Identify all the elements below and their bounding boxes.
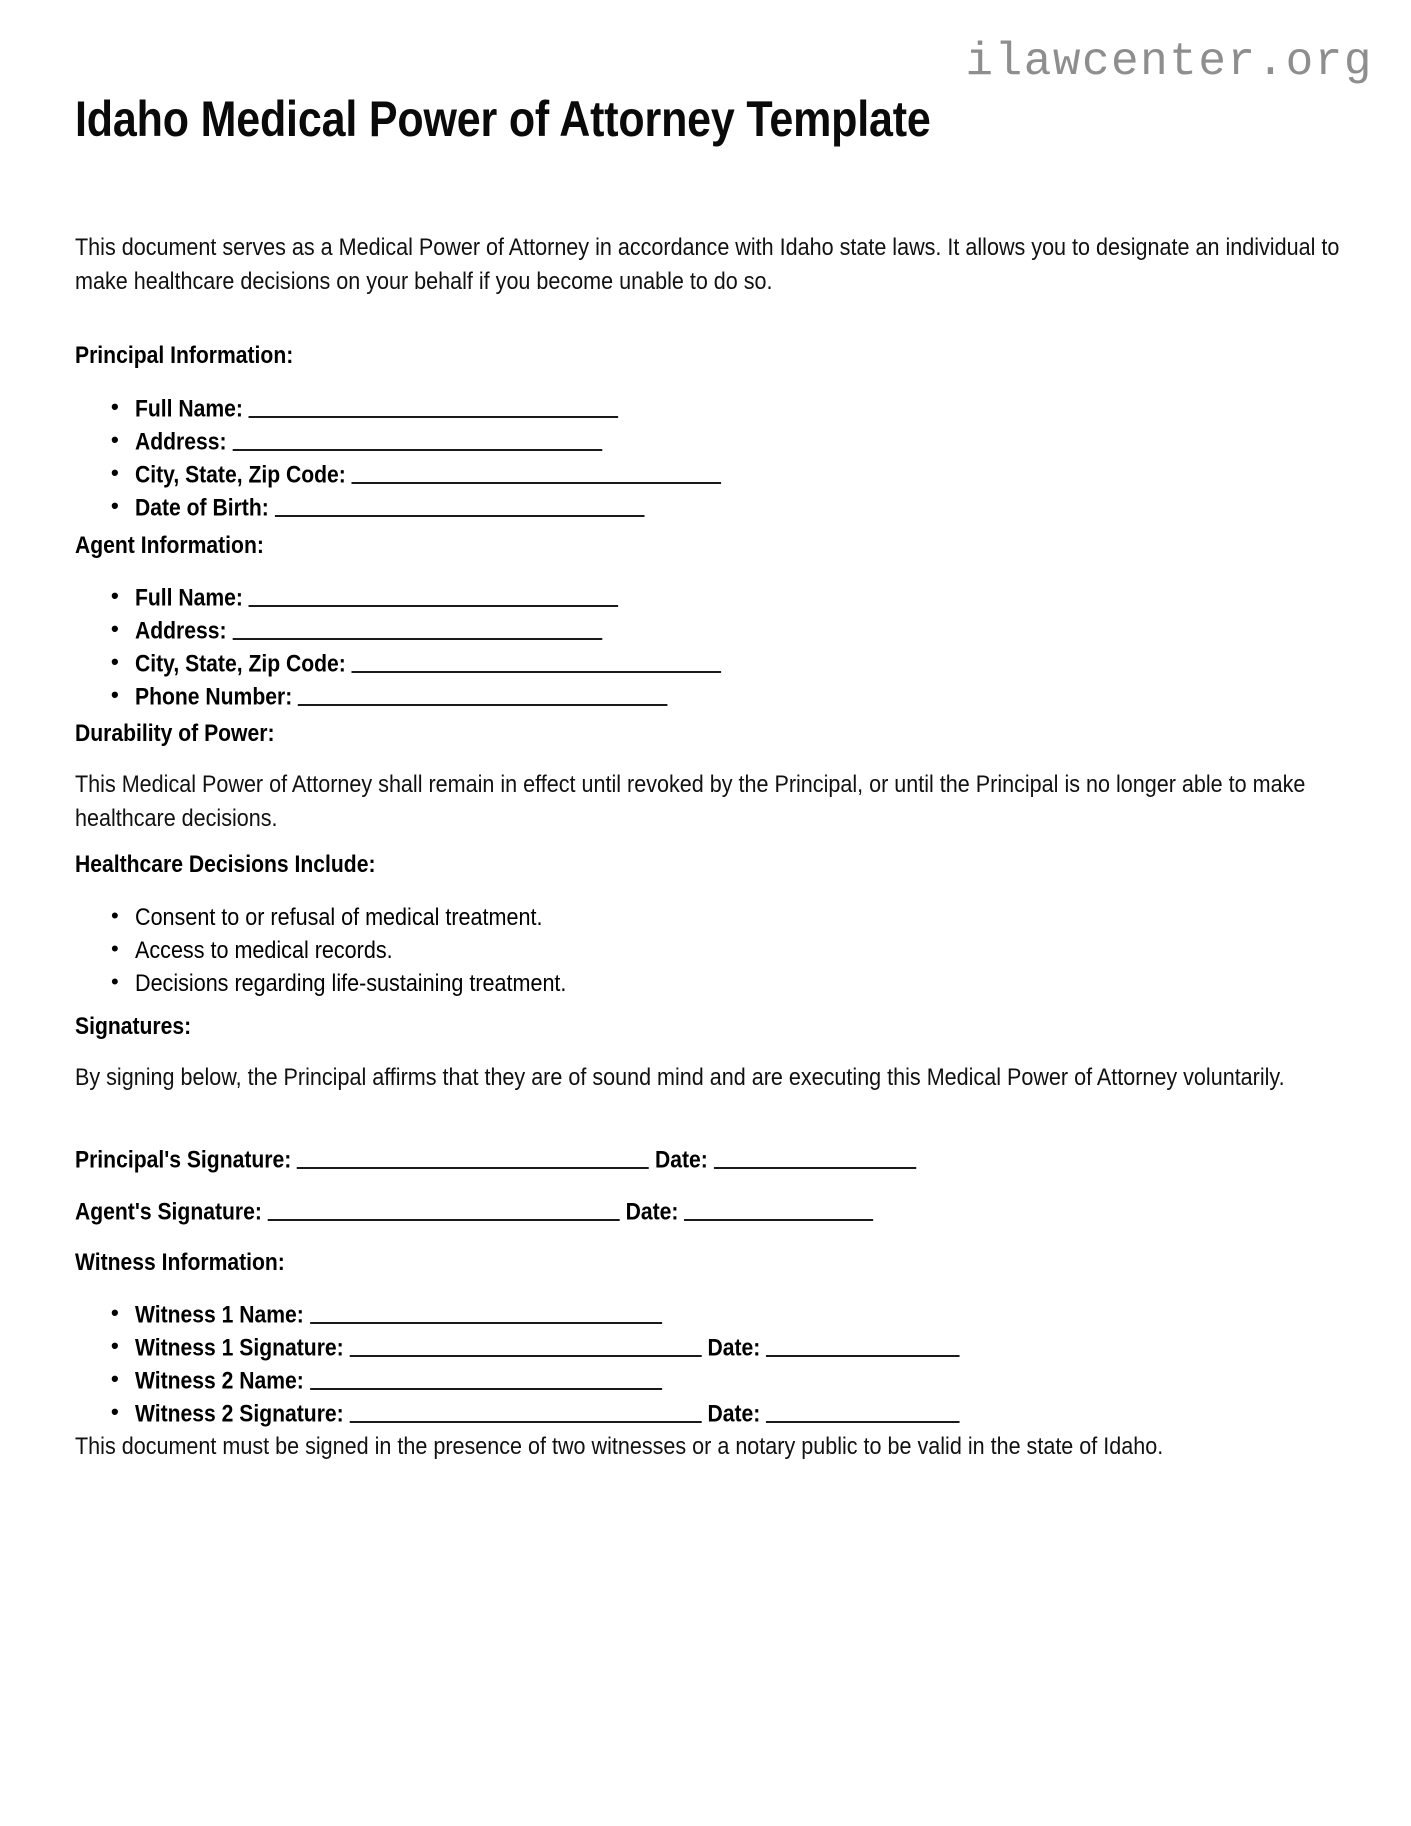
witness-field-label: Witness 2 Signature: xyxy=(135,1400,344,1428)
principal-date-blank[interactable] xyxy=(714,1143,916,1169)
blank-line[interactable] xyxy=(232,425,602,451)
blank-line[interactable] xyxy=(249,392,619,418)
field-label: Phone Number: xyxy=(135,683,293,711)
witness-information-list xyxy=(75,1298,1325,1430)
intro-text: This document serves as a Medical Power of Attorney in accordance with Idaho state laws. It allows you to designate an individual to make healthcare decisions on your behalf if you become unable to do so. xyxy=(75,234,1340,295)
field-row xyxy=(135,581,1325,614)
blank-line[interactable] xyxy=(352,458,722,484)
agent-date-label: Date: xyxy=(625,1198,679,1226)
heading-signatures: Signatures: xyxy=(75,1013,192,1040)
heading-durability-of-power: Durability of Power: xyxy=(75,720,275,747)
principal-information-list xyxy=(75,392,1325,524)
agent-information-list xyxy=(75,581,1325,713)
heading-witness-information: Witness Information: xyxy=(75,1249,285,1276)
blank-line[interactable] xyxy=(350,1397,702,1423)
blank-line[interactable] xyxy=(275,491,645,517)
list-item xyxy=(75,491,1325,524)
witness-date-blank[interactable] xyxy=(766,1397,960,1423)
list-item xyxy=(75,1397,1325,1430)
principal-signature-label: Principal's Signature: xyxy=(75,1146,292,1174)
field-row xyxy=(135,680,1325,713)
field-label: City, State, Zip Code: xyxy=(135,650,346,678)
healthcare-decisions-list xyxy=(75,901,1325,1000)
agent-date-blank[interactable] xyxy=(684,1195,873,1221)
witness-date-label: Date: xyxy=(707,1400,761,1428)
heading-agent-information: Agent Information: xyxy=(75,532,264,559)
field-row xyxy=(135,647,1325,680)
field-row xyxy=(135,614,1325,647)
list-item xyxy=(75,425,1325,458)
witness-date-blank[interactable] xyxy=(766,1331,960,1357)
list-item xyxy=(75,647,1325,680)
field-row xyxy=(135,458,1325,491)
list-item xyxy=(75,1364,1325,1397)
heading-healthcare-decisions: Healthcare Decisions Include: xyxy=(75,851,376,878)
intro-paragraph xyxy=(75,231,1365,299)
list-item xyxy=(75,1331,1325,1364)
field-row xyxy=(135,392,1325,425)
closing-paragraph: This document must be signed in the presence of two witnesses or a notary public to be valid in the state of Idaho. xyxy=(75,1433,1164,1460)
blank-line[interactable] xyxy=(352,647,722,673)
list-item: • Access to medical records. xyxy=(75,934,1325,967)
witness-field-label: Witness 1 Signature: xyxy=(135,1334,344,1362)
blank-line[interactable] xyxy=(310,1364,662,1390)
agent-signature-row xyxy=(75,1195,1325,1228)
page-title: Idaho Medical Power of Attorney Template xyxy=(75,91,931,147)
witness-field-label: Witness 2 Name: xyxy=(135,1367,304,1395)
site-watermark: ilawcenter.org xyxy=(965,36,1373,88)
agent-signature-label: Agent's Signature: xyxy=(75,1198,262,1226)
list-item xyxy=(75,458,1325,491)
witness-date-label: Date: xyxy=(707,1334,761,1362)
field-label: Date of Birth: xyxy=(135,494,269,522)
list-item: • Consent to or refusal of medical treatment. xyxy=(75,901,1325,934)
list-item xyxy=(75,614,1325,647)
list-item xyxy=(75,680,1325,713)
list-item xyxy=(75,581,1325,614)
blank-line[interactable] xyxy=(249,581,619,607)
heading-principal-information: Principal Information: xyxy=(75,342,294,369)
list-item xyxy=(75,1298,1325,1331)
field-row xyxy=(135,491,1325,524)
agent-signature-blank[interactable] xyxy=(268,1195,620,1221)
list-item xyxy=(75,392,1325,425)
principal-date-label: Date: xyxy=(655,1146,708,1174)
field-label: Address: xyxy=(135,617,227,645)
signatures-paragraph: By signing below, the Principal affirms that they are of sound mind and are executing this Medical Power of Attorney voluntarily. xyxy=(75,1064,1285,1091)
blank-line[interactable] xyxy=(350,1331,702,1357)
field-label: City, State, Zip Code: xyxy=(135,461,346,489)
field-label: Full Name: xyxy=(135,584,243,612)
principal-signature-row xyxy=(75,1143,1325,1176)
blank-line[interactable] xyxy=(310,1298,662,1324)
principal-signature-blank[interactable] xyxy=(297,1143,649,1169)
blank-line[interactable] xyxy=(298,680,668,706)
list-item: • Decisions regarding life-sustaining treatment. xyxy=(75,967,1325,1000)
witness-field-label: Witness 1 Name: xyxy=(135,1301,304,1329)
field-label: Address: xyxy=(135,428,227,456)
blank-line[interactable] xyxy=(232,614,602,640)
durability-paragraph: This Medical Power of Attorney shall remain in effect until revoked by the Principal, or until the Principal is no longer able to make healthcare decisions. xyxy=(75,771,1306,832)
field-label: Full Name: xyxy=(135,395,243,423)
field-row xyxy=(135,425,1325,458)
